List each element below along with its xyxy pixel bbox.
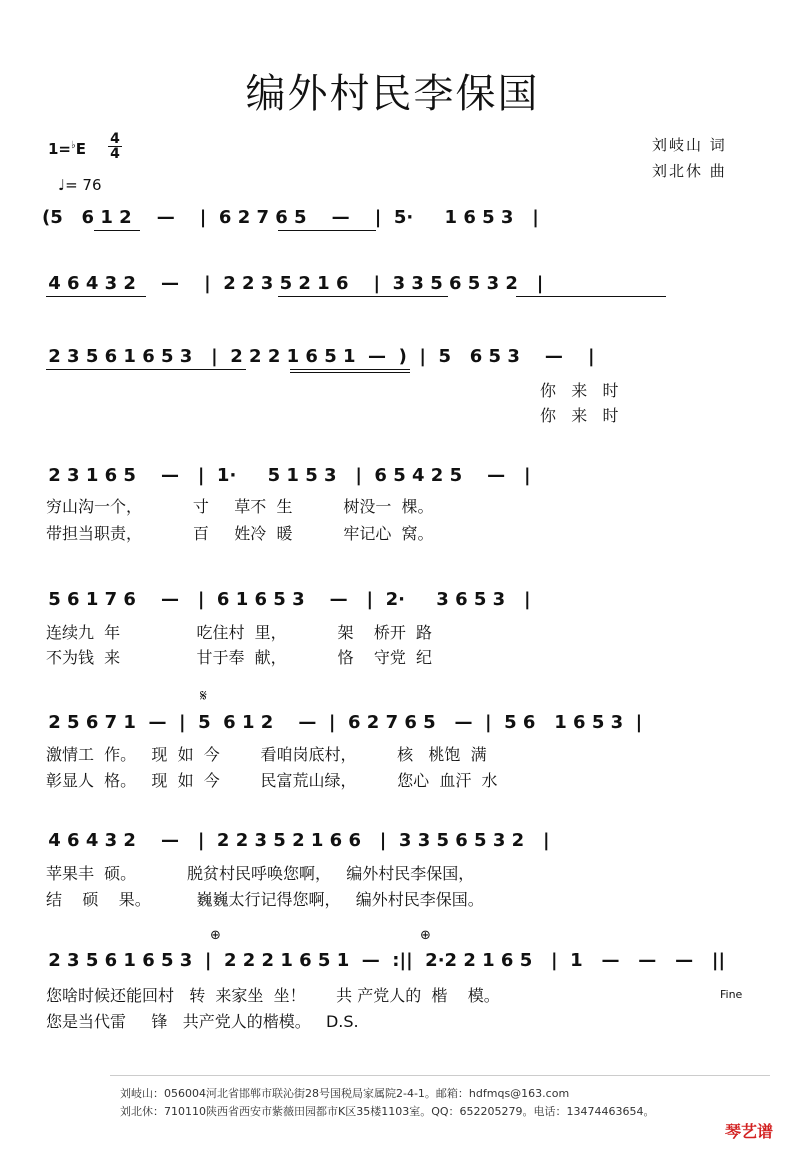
time-top: 4 [110, 131, 120, 147]
lyric-row-7-a: 苹果丰 硕。 脱贫村民呼唤您啊， 编外村民李保国， [46, 864, 475, 883]
score-row-6: 2 5 6 7 1 — | 5 6 1 2 — | 6 2 7 6 5 — | 5 6 1 6 5 3 | [42, 712, 643, 733]
segno-sign: 𝄋 [200, 686, 207, 705]
lyric-row-3-a: 你 来 时 [540, 381, 619, 400]
lyric-row-5-b: 不为钱 来 甘于奉 献， 恪 守党 纪 [46, 648, 433, 667]
time-bottom: 4 [108, 146, 122, 161]
beam-line [46, 296, 146, 297]
beam-line [46, 369, 246, 370]
footer-line-2: 刘北休：710110陕西省西安市紫薇田园都市K区35楼1103室。QQ：652205279。电话：13474463654。 [120, 1105, 655, 1118]
tempo-value: = 76 [65, 176, 102, 194]
flat-sign: ♭ [71, 140, 76, 151]
key-prefix: 1= [48, 140, 72, 158]
score-row-2: 4 6 4 3 2 — | 2 2 3 5 2 1 6 | 3 3 5 6 5 3 2 | [42, 273, 544, 294]
beam-line [290, 372, 410, 373]
time-signature [108, 132, 122, 161]
beam-line [516, 296, 666, 297]
composer-credit: 刘北休 曲 [652, 162, 727, 180]
beam-line [278, 296, 448, 297]
lyricist-credit: 刘岐山 词 [652, 136, 727, 154]
score-row-8: 2 3 5 6 1 6 5 3 | 2 2 2 1 6 5 1 — :|| 2·2 2 1 6 5 | 1 — — — || [42, 950, 726, 971]
beam-line [278, 230, 376, 231]
lyric-row-7-b: 结 硕 果。 巍巍太行记得您啊， 编外村民李保国。 [46, 890, 484, 909]
beam-line [290, 369, 410, 370]
lyric-row-3-b: 你 来 时 [540, 406, 619, 425]
tempo-mark [58, 176, 102, 194]
lyric-row-4-b: 带担当职责， 百 姓冷 暖 牢记心 窝。 [46, 524, 434, 543]
fine-mark: Fine [720, 988, 743, 1001]
footer-rule [110, 1075, 770, 1076]
coda-sign-2: ⊕ [420, 928, 431, 943]
score-row-5: 5 6 1 7 6 — | 6 1 6 5 3 — | 2· 3 6 5 3 | [42, 589, 531, 610]
lyric-row-8-b: 您是当代雷 锋 共产党人的楷模。 D.S. [46, 1012, 359, 1031]
coda-sign-1: ⊕ [210, 928, 221, 943]
lyric-row-6-a: 激情工 作。 现 如 今 看咱岗底村， 核 桃饱 满 [46, 745, 487, 764]
lyric-row-4-a: 穷山沟一个， 寸 草不 生 树没一 棵。 [46, 497, 434, 516]
score-row-4: 2 3 1 6 5 — | 1· 5 1 5 3 | 6 5 4 2 5 — | [42, 465, 531, 486]
lyric-row-6-b: 彰显人 格。 现 如 今 民富荒山绿， 您心 血汗 水 [46, 771, 498, 790]
lyric-row-8-a: 您啥时候还能回村 转 来家坐 坐！ 共 产党人的 楷 模。 [46, 986, 500, 1005]
score-row-1: (5 6 1 2 — | 6 2 7 6 5 — | 5· 1 6 5 3 | [42, 207, 539, 228]
lyric-row-5-a: 连续九 年 吃住村 里， 架 桥开 路 [46, 623, 433, 642]
beam-line [94, 230, 140, 231]
score-row-3: 2 3 5 6 1 6 5 3 | 2 2 2 1 6 5 1 — ) | 5 6 5 3 — | [42, 346, 595, 367]
key-signature [48, 140, 86, 158]
site-logo: 琴艺谱 [724, 1122, 773, 1141]
score-row-7: 4 6 4 3 2 — | 2 2 3 5 2 1 6 6 | 3 3 5 6 5 3 2 | [42, 830, 550, 851]
footer-line-1: 刘岐山：056004河北省邯郸市联沁街28号国税局家属院2-4-1。邮箱：hdfmqs@163.com [120, 1087, 570, 1100]
key-note: E [75, 140, 86, 158]
song-title: 编外村民李保国 [245, 71, 540, 117]
quarter-note-icon: ♩ [58, 176, 66, 194]
